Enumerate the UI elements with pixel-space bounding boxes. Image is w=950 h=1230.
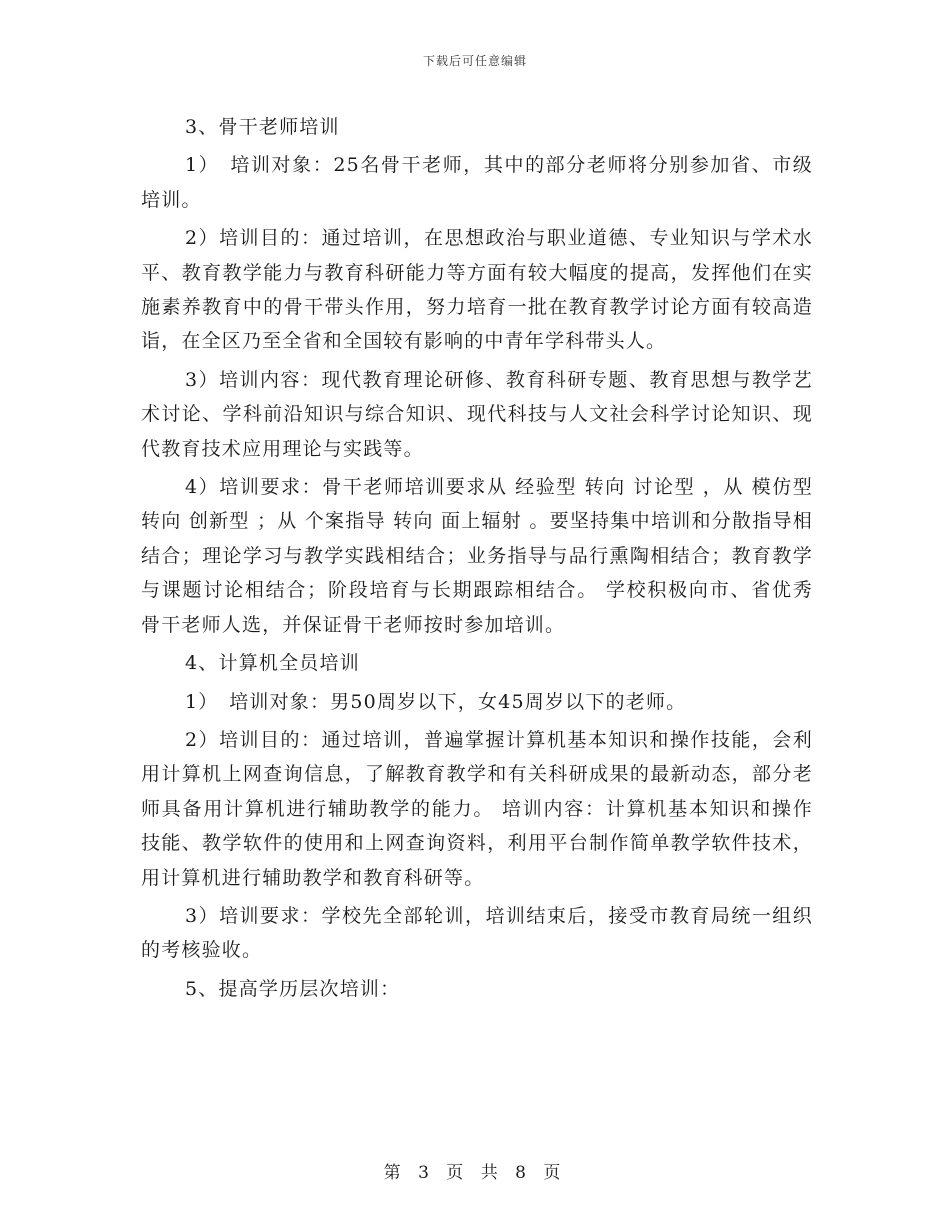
paragraph-training-purpose: 2）培训目的：通过培训，在思想政治与职业道德、专业知识与学术水平、教育教学能力与教育科研能力等方面有较大幅度的提高，发挥他们在实施素养教育中的骨干带头作用，努力培育一批在教育教学讨论方面有较高造诣，在全区乃至全省和全国较有影响的中青年学科带头人。 [141, 227, 813, 353]
paragraph-training-requirements: 4）培训要求：骨干老师培训要求从 经验型 转向 讨论型 ，从 模仿型 转向 创新型 ；从 个案指导 转向 面上辐射 。要坚持集中培训和分散指导相结合；理论学习与教学实践相结合；业务指导与品行熏陶相结合；教育教学与课题讨论相结合；阶段培育与长期跟踪相结合。 学校积极向市、省优秀骨干老师人选，并保证骨干老师按时参加培训。 [141, 476, 813, 636]
paragraph-computer-training-requirements: 3）培训要求：学校先全部轮训，培训结束后，接受市教育局统一组织的考核验收。 [141, 904, 813, 962]
paragraph-training-target: 1） 培训对象：25名骨干老师，其中的部分老师将分别参加省、市级培训。 [141, 154, 813, 211]
paragraph-training-content: 3）培训内容：现代教育理论研修、教育科研专题、教育思想与教学艺术讨论、学科前沿知识与综合知识、现代科技与人文社会科学讨论知识、现代教育技术应用理论与实践等。 [141, 368, 813, 460]
section-heading-degree-training: 5、提高学历层次培训： [185, 977, 401, 1000]
page-number-footer: 第 3 页 共 8 页 [383, 1163, 567, 1183]
section-heading-computer-training: 4、计算机全员培训 [185, 652, 360, 675]
paragraph-computer-training-purpose: 2）培训目的：通过培训，普遍掌握计算机基本知识和操作技能，会利用计算机上网查询信息，了解教育教学和有关科研成果的最新动态，部分老师具备用计算机进行辅助教学的能力。 培训内容：计算机基本知识和操作技能、教学软件的使用和上网查询资料，利用平台制作简单教学软件技术，用计算机进行辅助教学和教育科研等。 [141, 728, 813, 889]
page-header: 下载后可任意编辑 [422, 54, 527, 68]
document-body [141, 110, 813, 1010]
paragraph-computer-training-target: 1） 培训对象：男50周岁以下，女45周岁以下的老师。 [185, 690, 687, 713]
section-heading-backbone-teacher-training: 3、骨干老师培训 [185, 116, 340, 138]
